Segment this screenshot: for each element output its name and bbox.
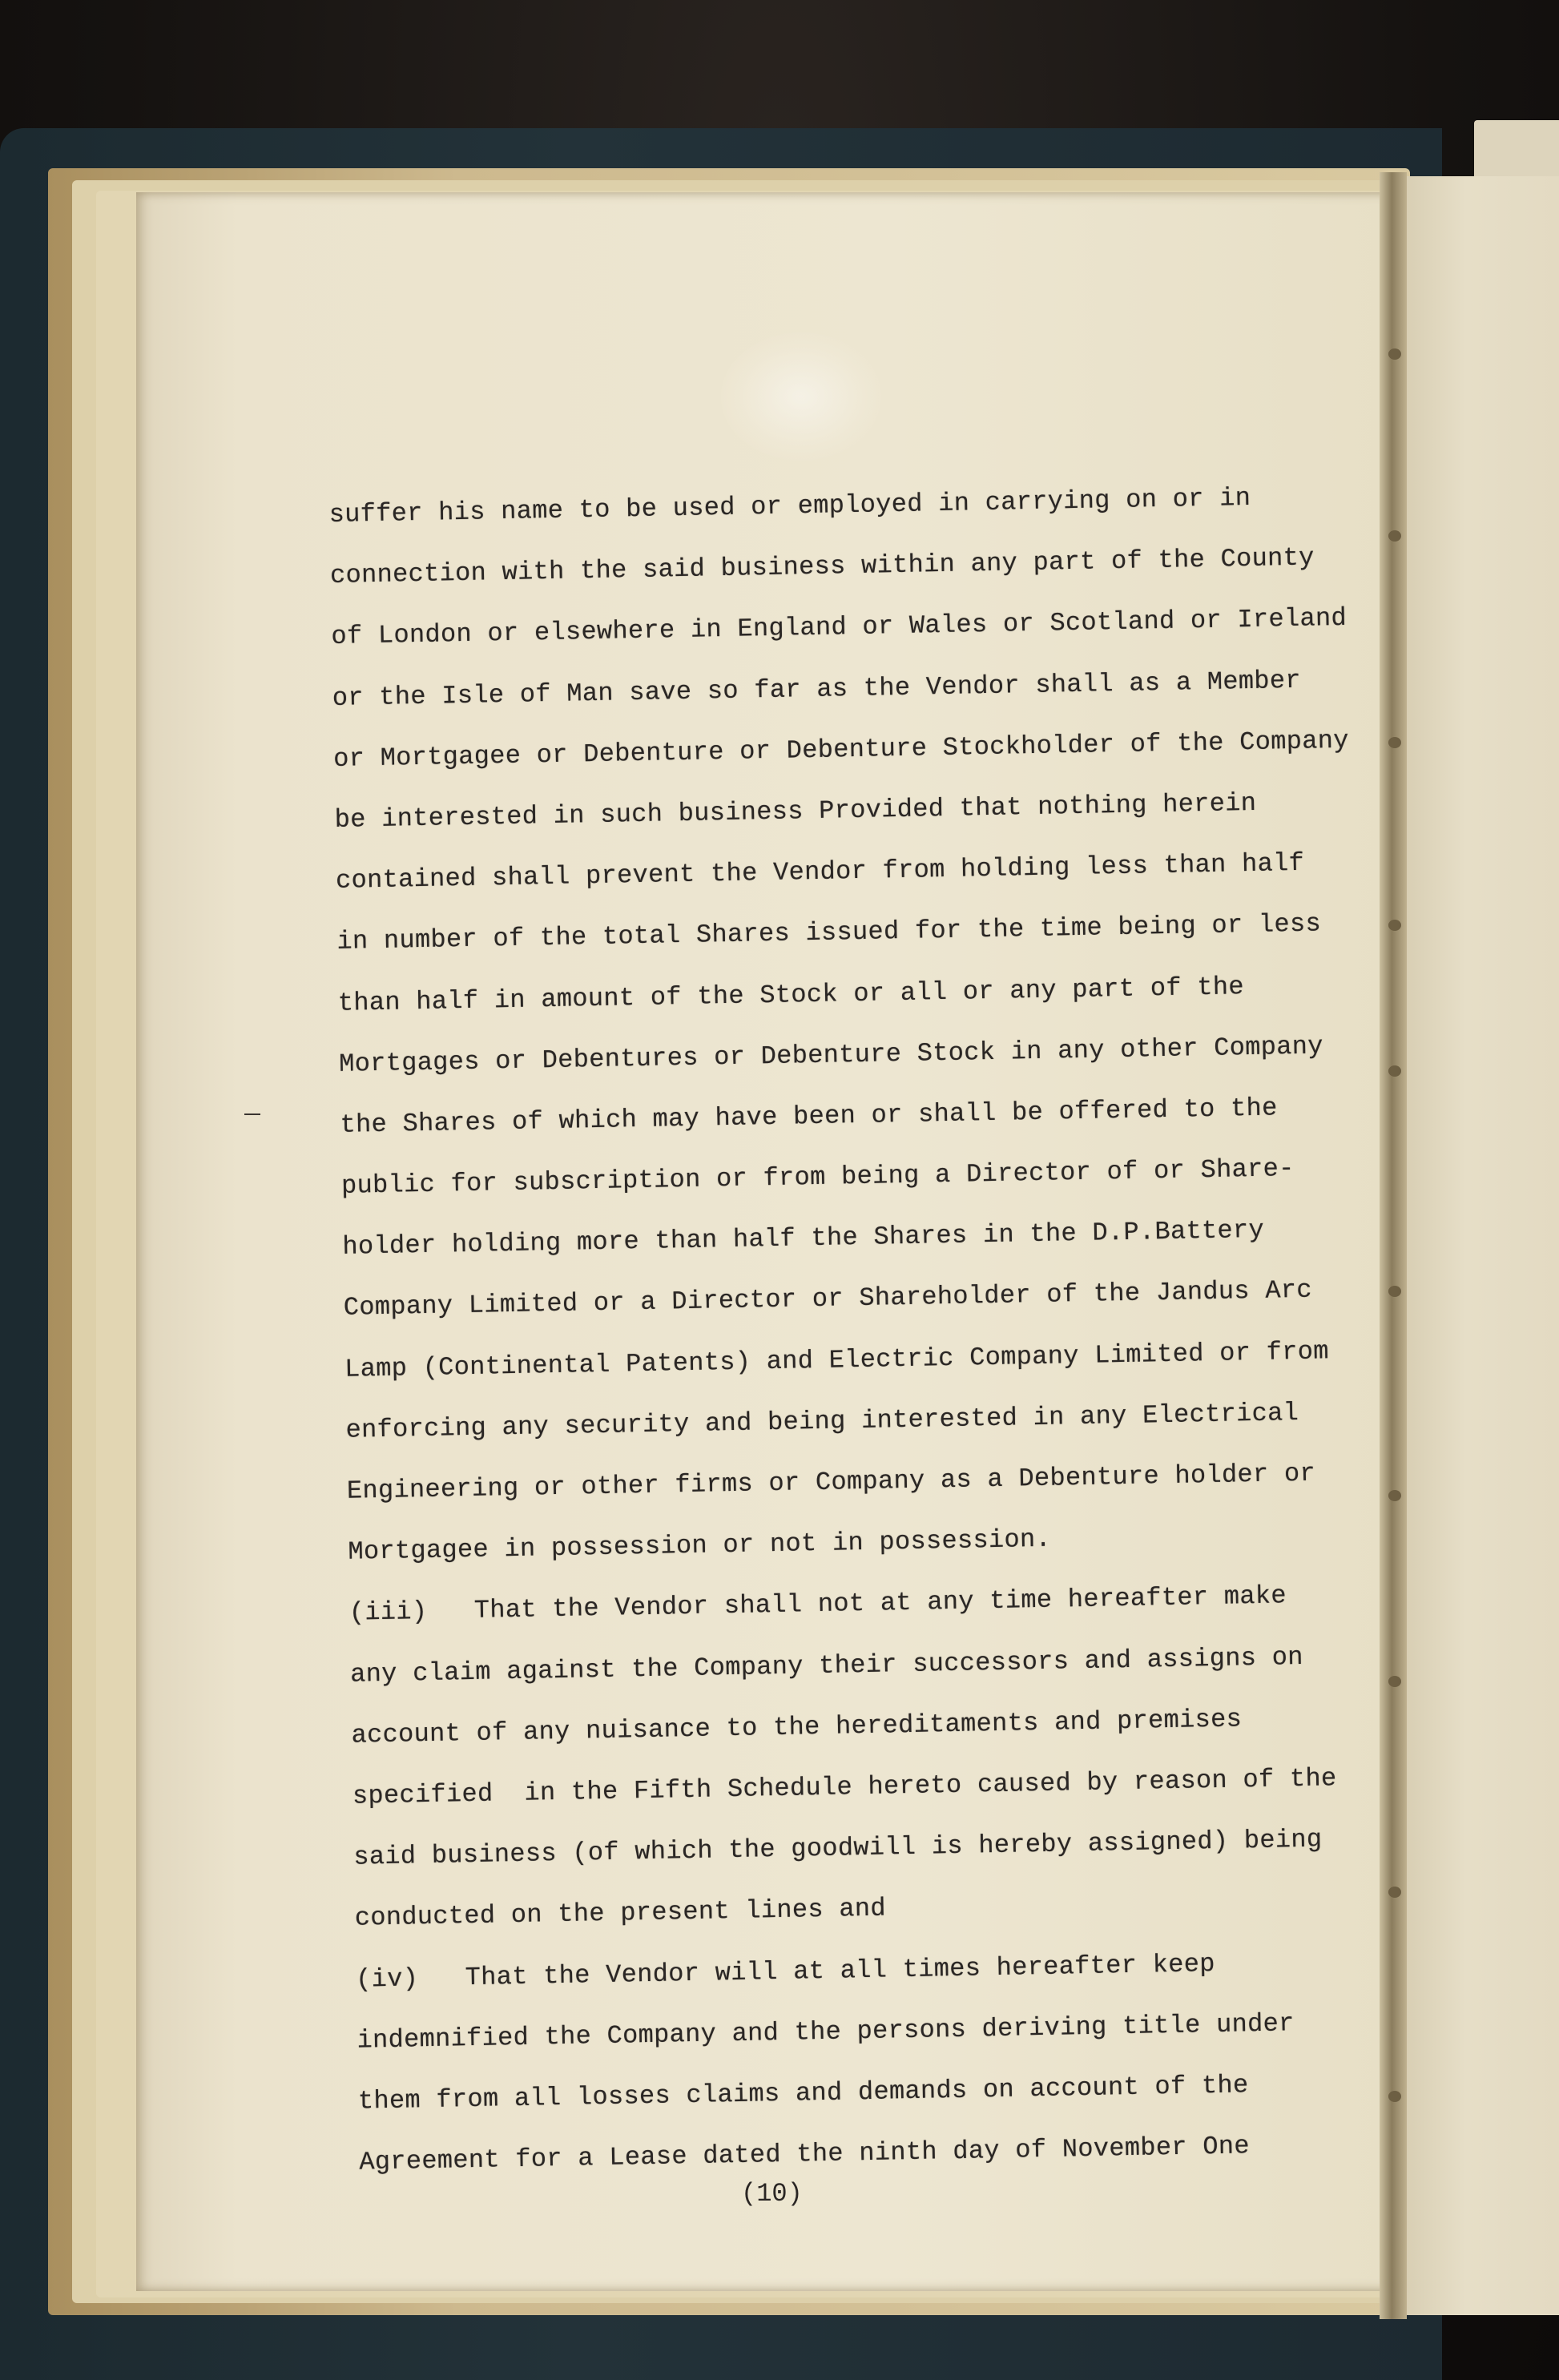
text-line: any claim against the Company their successors and assigns on — [349, 1641, 1304, 1689]
text-line: than half in amount of the Stock or all or any part of the — [337, 971, 1245, 1018]
text-line: said business (of which the goodwill is hereby assigned) being — [353, 1824, 1323, 1872]
text-line: account of any nuisance to the hereditaments and premises — [351, 1704, 1243, 1750]
text-line: (iii) That the Vendor shall not at any time hereafter make — [348, 1581, 1287, 1629]
binding-stitch — [1388, 348, 1401, 360]
text-line: indemnified the Company and the persons deriving title under — [357, 2007, 1295, 2056]
text-line: of London or elsewhere in England or Wales or Scotland or Ireland — [331, 603, 1348, 652]
text-line: or Mortgagee or Debenture or Debenture Stockholder of the Company — [332, 725, 1350, 774]
text-line: enforcing any security and being interested in any Electrical — [345, 1397, 1299, 1445]
text-line: connection with the said business within any part of the County — [329, 542, 1315, 591]
text-line: suffer his name to be used or employed in carrying on or in — [328, 482, 1251, 530]
embossed-seal — [721, 332, 881, 461]
text-line: Mortgagee in possession or not in possession. — [348, 1524, 1052, 1567]
text-line: conducted on the present lines and — [354, 1893, 887, 1934]
text-line: them from all losses claims and demands on account of the — [357, 2070, 1249, 2116]
text-line: in number of the total Shares issued for the time being or less — [336, 908, 1322, 957]
text-line: contained shall prevent the Vendor from holding less than half — [335, 848, 1305, 896]
text-line: or the Isle of Man save so far as the Vendor shall as a Member — [332, 665, 1302, 713]
typed-text-block — [328, 465, 1417, 2193]
text-line: Engineering or other firms or Company as a Debenture holder or — [346, 1458, 1316, 1506]
text-line: be interested in such business Provided that nothing herein — [334, 787, 1257, 835]
text-line: Lamp (Continental Patents) and Electric Company Limited or from — [344, 1335, 1330, 1384]
margin-mark — [244, 1113, 260, 1115]
binding-stitch — [1388, 530, 1401, 542]
text-line: Agreement for a Lease dated the ninth day of November One — [359, 2131, 1251, 2177]
page-number: (10) — [741, 2179, 803, 2209]
text-line: (iv) That the Vendor will at all times hereafter keep — [355, 1948, 1216, 1995]
text-line: public for subscription or from being a Director of or Share- — [340, 1154, 1295, 1201]
text-line: Company Limited or a Director or Shareholder of the Jandus Arc — [343, 1275, 1313, 1323]
facing-page-corner — [1474, 120, 1559, 184]
text-line: the Shares of which may have been or shall be offered to the — [340, 1093, 1278, 1140]
text-line: holder holding more than half the Shares in the D.P.Battery — [342, 1215, 1265, 1262]
facing-page — [1404, 176, 1559, 2315]
text-line: Mortgages or Debentures or Debenture Stock in any other Company — [338, 1031, 1324, 1079]
text-line: specified in the Fifth Schedule hereto caused by reason of the — [352, 1763, 1337, 1811]
